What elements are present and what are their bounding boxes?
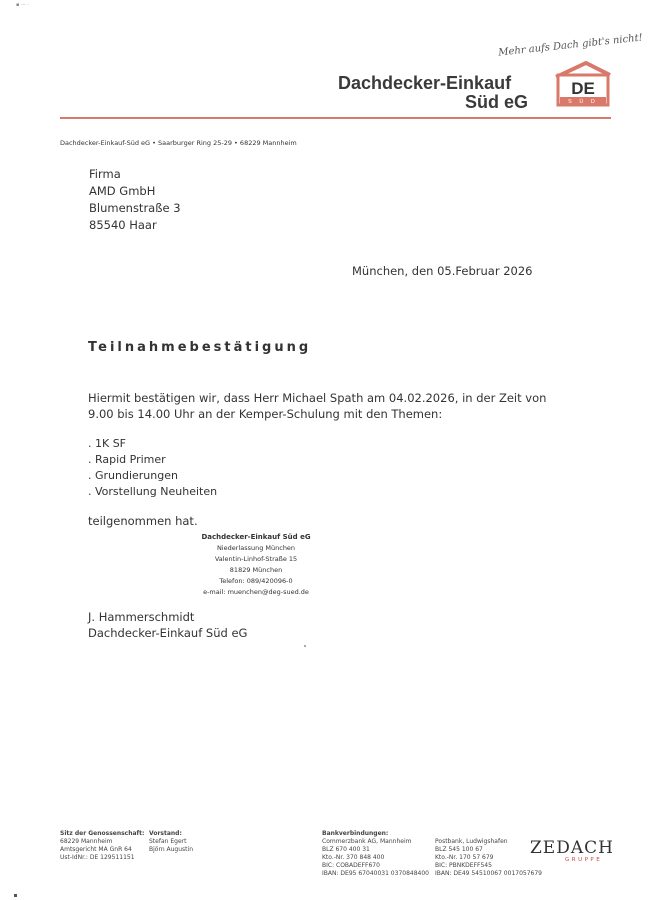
footer-line: BIC: PBNKDEFF545 [435, 862, 492, 870]
stamp-line: Telefon: 089/420096-0 [219, 577, 293, 585]
topic-list [88, 436, 217, 500]
footer-line: Kto.-Nr. 370 848 400 [322, 854, 385, 862]
svg-text:S Ü D: S Ü D [568, 99, 598, 105]
list-item: . Vorstellung Neuheiten [88, 485, 218, 498]
company-stamp [196, 532, 316, 598]
sender-address-line: Dachdecker-Einkauf-Süd eG • Saarburger Ring 25-29 • 68229 Mannheim [60, 139, 297, 147]
letter-subject: Teilnahmebestätigung [88, 340, 312, 355]
footer-line: BLZ 545 100 67 [435, 846, 483, 854]
closing-text: teilgenommen hat. [88, 514, 198, 528]
footer-line: Commerzbank AG, Mannheim [322, 838, 412, 846]
zedach-logo: ZEDACH [530, 838, 614, 858]
list-item: . Grundierungen [88, 469, 178, 482]
recipient-city: 85540 Haar [89, 218, 157, 232]
stamp-line: 81829 München [229, 566, 283, 574]
footer-heading: Sitz der Genossenschaft: [60, 830, 145, 837]
footer-seat [60, 830, 144, 862]
body-paragraph: Hiermit bestätigen wir, dass Herr Michael Spath am 04.02.2026, in der Zeit von 9.00 bis 14.00 Uhr an der Kemper-Schulung mit den Themen: [88, 391, 547, 421]
footer-line: 68229 Mannheim [60, 838, 113, 846]
list-item: . 1K SF [88, 437, 127, 450]
footer-board [149, 830, 193, 854]
footer-line: IBAN: DE95 67040031 0370848400 [322, 870, 429, 878]
recipient-address [89, 166, 181, 234]
recipient-company: AMD GmbH [89, 184, 156, 198]
recipient-line: Firma [89, 167, 121, 181]
de-sued-logo [552, 61, 612, 113]
signature-block [88, 609, 247, 641]
letter-date: München, den 05.Februar 2026 [352, 264, 533, 278]
footer-line: Ust-IdNr.: DE 129511151 [60, 854, 135, 862]
stamp-line: Valentin-Linhof-Straße 15 [214, 555, 298, 563]
footer-line: IBAN: DE49 54510067 0017057679 [435, 870, 542, 878]
footer-heading: Bankverbindungen: [322, 830, 389, 837]
footer-line: Björn Augustin [149, 846, 193, 854]
footer-line: BIC: COBADEFF670 [322, 862, 380, 870]
footer-heading: Vorstand: [149, 830, 182, 837]
scan-artifact-mark [14, 894, 17, 897]
scan-artifact-mark: ▪ ··· · [16, 2, 29, 8]
stamp-line: e-mail: muenchen@deg-sued.de [203, 588, 309, 596]
company-name-line2: Süd eG [465, 92, 529, 112]
list-item: . Rapid Primer [88, 453, 166, 466]
footer-line: Postbank, Ludwigshafen [435, 838, 508, 845]
slogan: Mehr aufs Dach gibt's nicht! [497, 32, 644, 59]
footer-line: Kto.-Nr. 170 57 679 [435, 854, 494, 862]
footer-line: Amtsgericht MA GnR 64 [60, 846, 132, 854]
header-rule [60, 117, 611, 119]
signer-company: Dachdecker-Einkauf Süd eG [88, 626, 248, 640]
scan-speck [304, 645, 306, 647]
signer-name: J. Hammerschmidt [88, 610, 195, 624]
footer-bank-postbank [435, 838, 542, 878]
stamp-title: Dachdecker-Einkauf Süd eG [201, 533, 311, 541]
footer-line: BLZ 670 400 31 [322, 846, 370, 854]
footer-line: Stefan Egert [149, 838, 187, 846]
footer-bank-commerzbank [322, 830, 429, 879]
recipient-street: Blumenstraße 3 [89, 201, 181, 215]
company-name-line1: Dachdecker-Einkauf [338, 73, 512, 93]
svg-text:DE: DE [571, 79, 595, 98]
stamp-line: Niederlassung München [216, 544, 296, 552]
zedach-gruppe-label: GRUPPE [565, 857, 603, 863]
